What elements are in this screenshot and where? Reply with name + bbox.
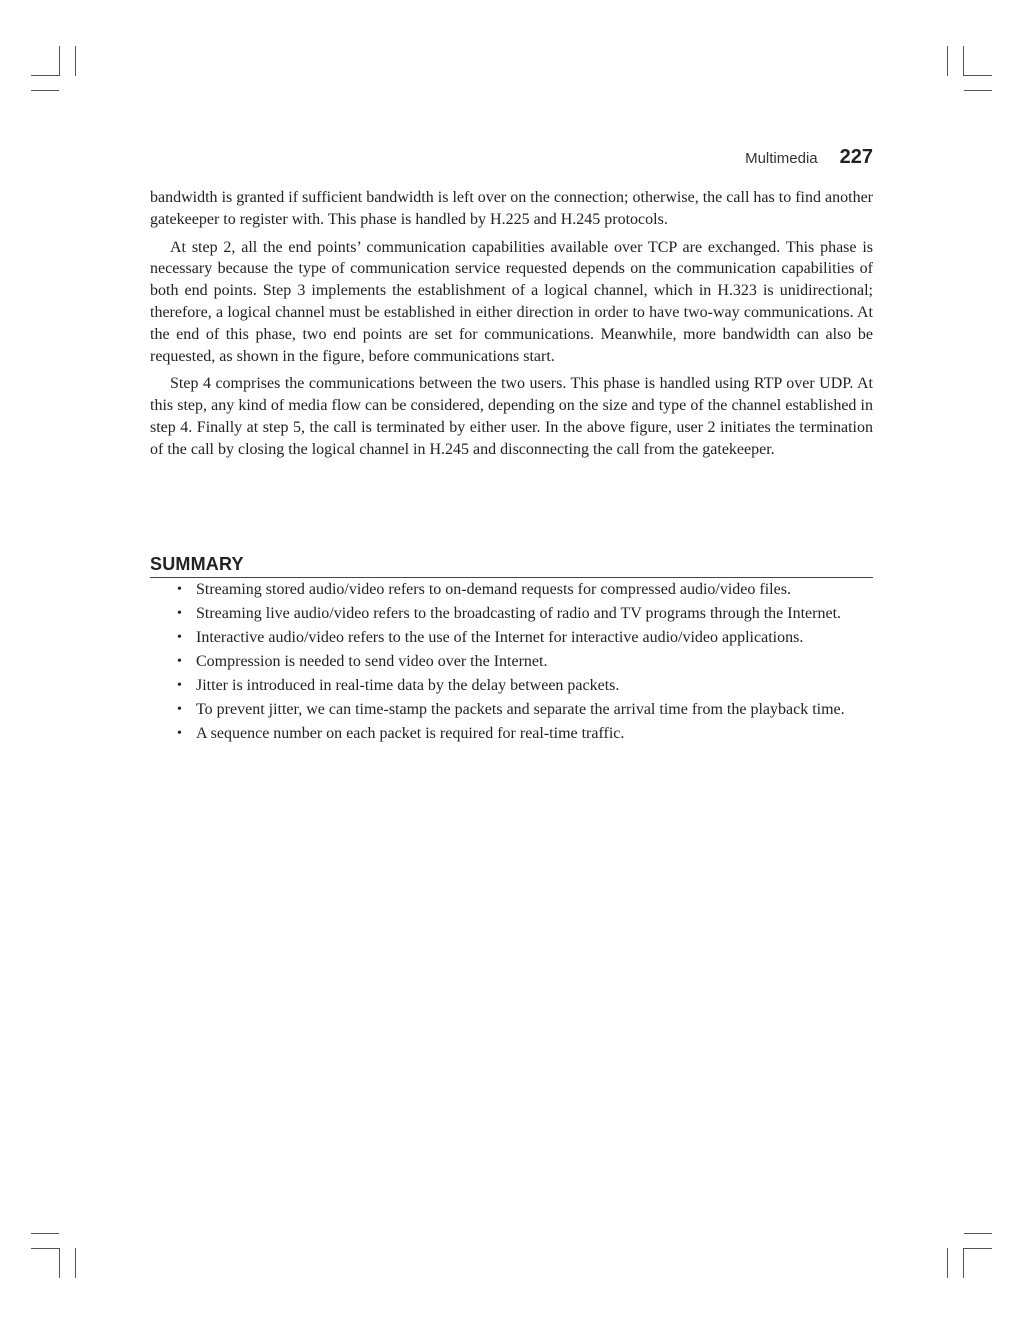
crop-mark [31, 1233, 59, 1234]
body-text [150, 187, 873, 467]
crop-mark [963, 46, 964, 76]
list-item [150, 675, 873, 696]
bullet-icon: • [177, 678, 182, 693]
paragraph: At step 2, all the end points’ communication capabilities available over TCP are exchanged. This phase is necessary because the type of communication service requested depends on the communication capabilities of both end points. Step 3 implements the establishment of a logical channel, which in H.323 is unidirectional; therefore, a logical channel must be established in either direction in order to have two-way communications. At the end of this phase, two end points are set for communications. Meanwhile, more bandwidth can also be requested, as shown in the figure, before communications start. [150, 238, 873, 365]
list-item-text: Jitter is introduced in real-time data by the delay between packets. [196, 677, 620, 694]
running-title: Multimedia [745, 150, 818, 167]
crop-mark [947, 46, 948, 76]
crop-mark [75, 46, 76, 76]
crop-mark [59, 46, 60, 76]
list-item [150, 651, 873, 672]
crop-mark [964, 1233, 992, 1234]
summary-list [150, 579, 873, 747]
crop-mark [31, 75, 59, 76]
list-item [150, 603, 873, 624]
crop-mark [963, 1248, 964, 1278]
list-item [150, 723, 873, 744]
list-item-text: Streaming stored audio/video refers to on-demand requests for compressed audio/video files. [196, 581, 791, 598]
crop-mark [947, 1248, 948, 1278]
list-item-text: Streaming live audio/video refers to the broadcasting of radio and TV programs through the Internet. [196, 605, 842, 622]
list-item [150, 579, 873, 600]
paragraph: bandwidth is granted if sufficient bandwidth is left over on the connection; otherwise, the call has to find another gatekeeper to register with. This phase is handled by H.225 and H.245 protocols. [150, 189, 873, 228]
page-number: 227 [839, 146, 873, 168]
crop-mark [964, 1248, 992, 1249]
running-head [150, 146, 873, 172]
crop-mark [31, 1248, 59, 1249]
bullet-icon: • [177, 582, 182, 597]
paragraph: Step 4 comprises the communications between the two users. This phase is handled using RTP over UDP. At this step, any kind of media flow can be considered, depending on the size and type of the channel established in step 4. Finally at step 5, the call is terminated by either user. In the above figure, user 2 initiates the termination of the call by closing the logical channel in H.245 and disconnecting the call from the gatekeeper. [150, 375, 873, 458]
list-item-text: Compression is needed to send video over the Internet. [196, 653, 548, 670]
list-item [150, 699, 873, 720]
bullet-icon: • [177, 726, 182, 741]
list-item-text: To prevent jitter, we can time-stamp the packets and separate the arrival time from the playback time. [196, 701, 845, 718]
bullet-icon: • [177, 630, 182, 645]
bullet-icon: • [177, 654, 182, 669]
crop-mark [964, 90, 992, 91]
crop-mark [59, 1248, 60, 1278]
list-item [150, 627, 873, 648]
list-item-text: Interactive audio/video refers to the use of the Internet for interactive audio/video applications. [196, 629, 804, 646]
crop-mark [964, 75, 992, 76]
crop-mark [75, 1248, 76, 1278]
bullet-icon: • [177, 606, 182, 621]
bullet-icon: • [177, 702, 182, 717]
list-item-text: A sequence number on each packet is required for real-time traffic. [196, 725, 625, 742]
crop-mark [31, 90, 59, 91]
section-heading: SUMMARY [150, 554, 873, 578]
